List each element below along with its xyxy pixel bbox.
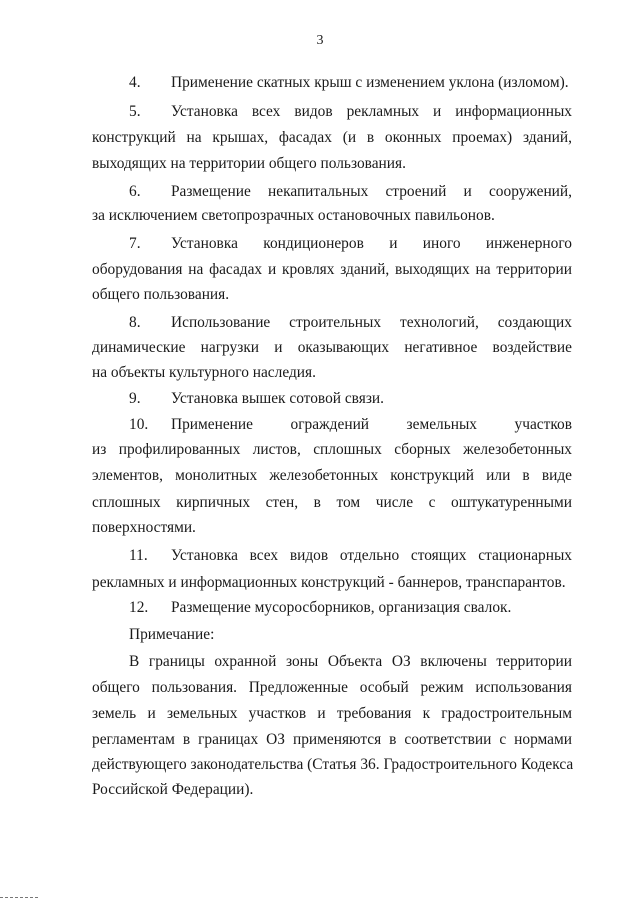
item-8-line: динамические нагрузки и оказывающих негативное воздействие <box>92 339 572 356</box>
item-text: Установка всех видов отдельно стоящих стационарных <box>171 547 572 564</box>
item-5-line: конструкций на крышах, фасадах (и в оконных проемах) зданий, <box>92 129 572 146</box>
item-8 <box>129 314 572 332</box>
item-10 <box>129 416 572 434</box>
item-number: 11. <box>129 547 148 564</box>
item-9 <box>129 390 572 408</box>
item-8-line: на объекты культурного наследия. <box>92 364 316 381</box>
item-number: 4. <box>129 74 141 91</box>
item-11 <box>129 547 572 565</box>
item-text: Установка кондиционеров и иного инженерного <box>171 235 572 252</box>
item-text: Размещение мусоросборников, организация свалок. <box>171 599 512 616</box>
item-10-line: из профилированных листов, сплошных сборных железобетонных <box>92 441 572 458</box>
item-10-line: поверхностями. <box>92 519 196 536</box>
item-10-line: элементов, монолитных железобетонных конструкций или в виде <box>92 467 572 484</box>
item-number: 10. <box>129 416 149 433</box>
item-11-line: рекламных и информационных конструкций - баннеров, транспарантов. <box>92 574 566 591</box>
item-7-line: общего пользования. <box>92 286 230 303</box>
item-text: Размещение некапитальных строений и сооружений, <box>171 183 572 200</box>
note-line: В границы охранной зоны Объекта ОЗ включены территории <box>129 653 572 670</box>
item-number: 9. <box>129 390 141 407</box>
item-number: 7. <box>129 235 141 252</box>
item-6 <box>129 183 572 201</box>
item-4 <box>129 74 572 92</box>
item-7-line: оборудования на фасадах и кровлях зданий, выходящих на территории <box>92 261 572 278</box>
item-5-line: выходящих на территории общего пользования. <box>92 155 406 172</box>
item-number: 6. <box>129 183 141 200</box>
item-text: Применение ограждений земельных участков <box>171 416 572 433</box>
item-text: Установка всех видов рекламных и информационных <box>171 103 572 120</box>
item-text: Применение скатных крыш с изменением уклона (изломом). <box>171 74 569 91</box>
item-text: Использование строительных технологий, создающих <box>171 314 572 331</box>
item-number: 5. <box>129 103 141 120</box>
item-12 <box>129 599 572 617</box>
item-6-line: за исключением светопрозрачных остановочных павильонов. <box>92 207 495 224</box>
item-text: Установка вышек сотовой связи. <box>171 390 384 407</box>
note-line: земель и земельных участков и требования к градостроительным <box>92 705 572 722</box>
item-10-line: сплошных кирпичных стен, в том числе с оштукатуренными <box>92 494 572 511</box>
note-line: общего пользования. Предложенные особый режим использования <box>92 679 572 696</box>
note-line: действующего законодательства (Статья 36. Градостроительного Кодекса <box>92 756 574 773</box>
scan-edge-mark <box>0 897 38 898</box>
item-7 <box>129 235 572 253</box>
note-heading: Примечание: <box>129 626 215 643</box>
page-number: 3 <box>316 33 324 48</box>
item-number: 12. <box>129 599 149 616</box>
note-line: регламентам в границах ОЗ применяются в соответствии с нормами <box>92 731 572 748</box>
item-5 <box>129 103 572 121</box>
item-number: 8. <box>129 314 141 331</box>
note-line: Российской Федерации). <box>92 781 254 798</box>
